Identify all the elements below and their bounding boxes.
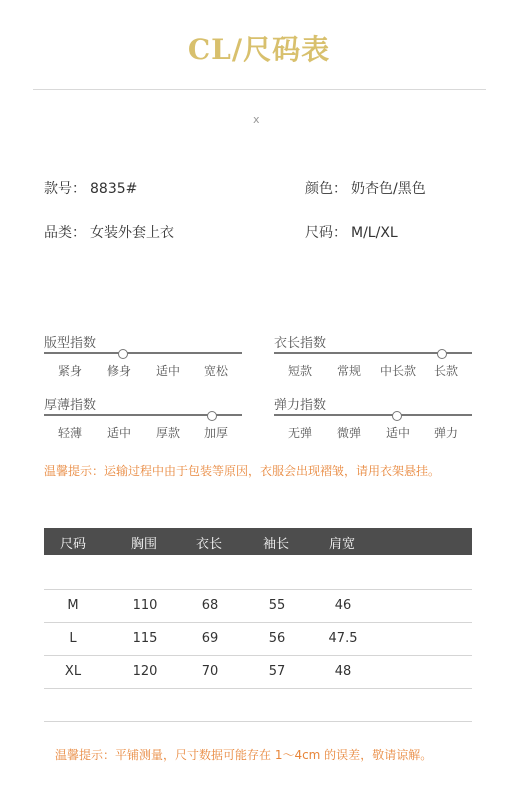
index-option-label: 微弹 xyxy=(336,426,362,440)
index-option-label: 适中 xyxy=(385,426,411,440)
index-option-label: 弹力 xyxy=(433,426,459,440)
page-title: CL/尺码表 xyxy=(187,33,331,66)
color-label: 颜色： xyxy=(305,181,347,197)
index-scale-line xyxy=(274,414,472,416)
table-cell: 70 xyxy=(201,664,219,679)
table-cell: 120 xyxy=(132,664,158,679)
size-table-header xyxy=(44,528,472,555)
table-cell: 68 xyxy=(201,598,219,613)
table-cell: M xyxy=(67,598,79,613)
table-cell: 57 xyxy=(268,664,286,679)
index-scale-marker xyxy=(392,411,402,421)
index-scale-line xyxy=(44,352,242,354)
index-scale-marker xyxy=(207,411,217,421)
care-tip: 温馨提示：运输过程中由于包装等原因，衣服会出现褶皱，请用衣架悬挂。 xyxy=(44,464,441,478)
table-row-divider xyxy=(44,721,472,722)
index-option-label: 轻薄 xyxy=(57,426,83,440)
index-title: 版型指数 xyxy=(44,336,97,351)
index-option-label: 无弹 xyxy=(287,426,313,440)
table-cell: 56 xyxy=(268,631,286,646)
style-number-value: 8835# xyxy=(90,181,138,197)
table-cell: 69 xyxy=(201,631,219,646)
table-row-divider xyxy=(44,622,472,623)
index-option-label: 厚款 xyxy=(155,426,181,440)
index-option-label: 宽松 xyxy=(203,364,229,378)
index-title: 衣长指数 xyxy=(274,336,327,351)
category-field xyxy=(44,222,174,242)
table-cell: 46 xyxy=(334,598,352,613)
color-field xyxy=(305,178,426,198)
index-option-label: 短款 xyxy=(287,364,313,378)
index-option-label: 中长款 xyxy=(379,364,417,378)
style-number-label: 款号： xyxy=(44,181,86,197)
index-option-label: 适中 xyxy=(155,364,181,378)
table-row-divider xyxy=(44,655,472,656)
color-value: 奶杏色/黑色 xyxy=(351,181,426,197)
table-cell: 55 xyxy=(268,598,286,613)
table-cell: 110 xyxy=(132,598,158,613)
index-option-label: 长款 xyxy=(433,364,459,378)
table-header-cell: 胸围 xyxy=(131,537,158,552)
size-label: 尺码： xyxy=(305,225,347,241)
table-row-divider xyxy=(44,688,472,689)
table-header-cell: 袖长 xyxy=(263,537,290,552)
table-header-cell: 衣长 xyxy=(196,537,223,552)
table-header-cell: 肩宽 xyxy=(329,537,356,552)
index-scale-marker xyxy=(118,349,128,359)
table-cell: 47.5 xyxy=(328,631,358,646)
style-number-field xyxy=(44,178,137,198)
index-title: 厚薄指数 xyxy=(44,398,97,413)
table-cell: 115 xyxy=(132,631,158,646)
index-option-label: 适中 xyxy=(106,426,132,440)
index-option-label: 加厚 xyxy=(203,426,229,440)
category-label: 品类： xyxy=(44,225,86,241)
index-option-label: 紧身 xyxy=(57,364,83,378)
measurement-tip: 温馨提示：平铺测量，尺寸数据可能存在 1～4cm 的误差，敬请谅解。 xyxy=(55,748,433,762)
table-cell: L xyxy=(69,631,77,646)
table-cell: XL xyxy=(64,664,82,679)
close-icon[interactable]: x xyxy=(253,113,260,126)
index-title: 弹力指数 xyxy=(274,398,327,413)
size-value: M/L/XL xyxy=(351,225,398,241)
index-option-label: 修身 xyxy=(106,364,132,378)
title-divider xyxy=(33,89,486,90)
index-scale-marker xyxy=(437,349,447,359)
table-cell: 48 xyxy=(334,664,352,679)
category-value: 女装外套上衣 xyxy=(90,225,174,241)
table-header-cell: 尺码 xyxy=(60,537,87,552)
index-option-label: 常规 xyxy=(336,364,362,378)
size-field xyxy=(305,222,398,242)
table-row-divider xyxy=(44,589,472,590)
